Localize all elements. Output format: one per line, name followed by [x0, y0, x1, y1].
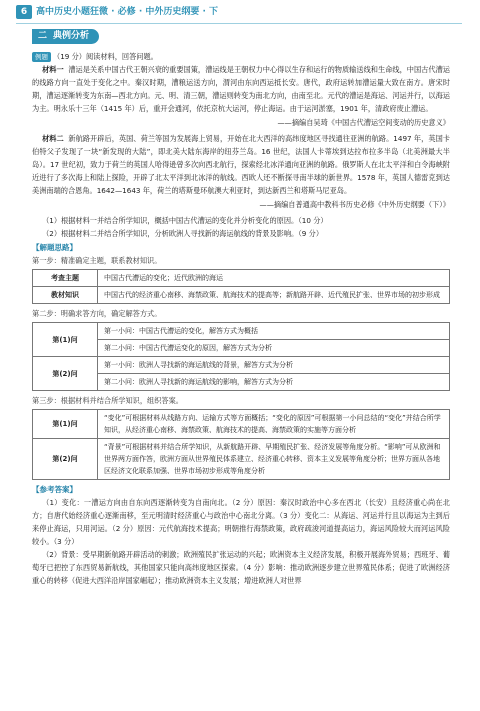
table-cell: “背景”可根据材料并结合所学知识，从新航路开辟、早期殖民扩张、经济发展等角度分析。“影响”可从欧洲和世界两方面作答，欧洲方面从世界殖民体系建立、经济重心转移、资本主义发展等角度分析；世界方面从各地区经济文化联系加强、世界市场初步形成等角度分析	[98, 439, 450, 480]
step-one: 第一步：精准确定主题，联系教材知识。	[32, 256, 162, 265]
step-one-table	[32, 269, 450, 304]
material-one	[32, 63, 450, 115]
table-head: 第(1)问	[33, 410, 98, 439]
table-cell: 中国古代漕运的变化；近代欧洲的海运	[98, 270, 450, 287]
step-two: 第二步：明确求答方向，确定解答方式。	[32, 309, 162, 318]
answer-label: 【参考答案】	[32, 485, 77, 494]
table-row	[33, 439, 450, 480]
table-cell: “变化”可根据材料从线路方向、运输方式等方面概括；“变化的原因”可根据第一小问总结的“变化”并结合所学知识，从经济重心南移、海禁政策、航海技术的提高、海禁政策的实施等方面分析	[98, 410, 450, 439]
step-three: 第三步：根据材料并结合所学知识，组织答案。	[32, 396, 183, 405]
answer-two: （2）背景：受早期新航路开辟活动的刺激；欧洲殖民扩张运动的兴起；欧洲资本主义经济发展，积极开展海外贸易；西班牙、葡萄牙已把控了东西贸易新航线，其他国家只能向高纬度地区探索。（4 分）影响：推动欧洲逐步建立世界殖民体系；促进了欧洲经济重心的转移（促进大西洋沿岸国家崛起）；推动欧洲资本主义发展；增进欧洲人对世界	[32, 550, 450, 585]
content	[32, 50, 450, 587]
material-two-text: 新航路开辟后，英国、荷兰等国为发展海上贸易，开始在北大西洋的高纬度地区寻找通往亚洲的航路。1497 年，英国卡伯特父子发现了一块“新发现的大陆”，即北美大陆东海岸的纽芬兰岛。16 世纪，法国人卡蒂埃到达拉布拉多半岛（北美洲最大半岛）。17 世纪初，致力于荷兰的英国人哈得逊曾多次向西北航行，探索经北冰洋通向亚洲的航路。俄罗斯人在北太平洋和白令海峡附近进行了多次海上和陆上探险，开辟了北太平洋到北冰洋的航线。西欧人还不断探寻南半球的新世界。1578 年，英国人德雷克到达美洲南端的合恩角。1642—1643 年，荷兰的塔斯曼环航澳大利亚时，到达新西兰和塔斯马尼亚岛。	[32, 134, 450, 195]
table-cell: 第二小问：欧洲人寻找新的海运航线的影响，解答方式为分析	[98, 374, 450, 391]
step-two-table	[32, 322, 450, 391]
table-row	[33, 410, 450, 439]
material-one-text: 漕运是关系中国古代王朝兴衰的重要国策，漕运线是王朝权力中心得以生存和运行的物质输送线和生命线，中国古代漕运的线路方向一直处于变化之中。秦汉时期，漕粮运送方向，渭河由东向西运抵长安。唐代，政府运转加漕运量大致在南方。唐宋时期，漕运逐渐转变为东南—西北方向。元、明、清三朝，漕运则转变为南北方向，由南至北。元代的漕运是海运、河运并行，以海运为主。明永乐十三年（1415 年）后，重开会通河，依托京杭大运河，停止海运。由于运河淤塞，1901 年，清政府废止漕运。	[32, 65, 450, 113]
question-two: （2）根据材料二并结合所学知识，分析欧洲人寻找新的海运航线的背景及影响。（9 分）	[42, 229, 324, 238]
question-intro	[32, 50, 450, 63]
intro-text: （19 分）阅读材料，回答问题。	[53, 52, 158, 61]
material-two	[32, 132, 450, 197]
table-cell: 第二小问：中国古代漕运变化的原因，解答方式为分析	[98, 340, 450, 357]
table-row	[33, 323, 450, 340]
example-tag: 例题	[32, 52, 51, 62]
table-cell: 中国古代的经济重心南移、海禁政策、航海技术的提高等；新航路开辟、近代殖民扩张、世界市场的初步形成	[98, 287, 450, 304]
table-head: 第(1)问	[33, 323, 98, 357]
question-one: （1）根据材料一并结合所学知识，概括中国古代漕运的变化并分析变化的原因。（10 分）	[42, 216, 328, 225]
material-one-source: ——摘编自吴琦《中国古代漕运空间变动的历史意义》	[277, 118, 450, 127]
book-title: 高中历史小题狂微 · 必修 · 中外历史纲要 · 下	[36, 7, 219, 17]
thinking-label: 【解题思路】	[32, 243, 77, 252]
table-cell: 第一小问：欧洲人寻找新的海运航线的背景，解答方式为分析	[98, 357, 450, 374]
material-two-label: 材料二	[42, 134, 64, 143]
table-row	[33, 357, 450, 374]
table-head: 第(2)问	[33, 357, 98, 391]
section-heading	[32, 29, 99, 44]
step-three-table	[32, 409, 450, 480]
answer-block	[32, 496, 450, 587]
section-title: 典例分析	[53, 31, 90, 41]
table-row	[33, 287, 450, 304]
table-head: 教材知识	[33, 287, 98, 304]
section-number: 二	[38, 31, 48, 41]
material-one-label: 材料一	[42, 65, 64, 74]
table-row	[33, 270, 450, 287]
header-divider	[16, 23, 462, 24]
page-number: 6	[16, 5, 32, 19]
page-header	[0, 0, 480, 26]
material-two-source: ——摘编自普通高中教科书历史必修《中外历史纲要（下）》	[259, 200, 450, 209]
table-cell: 第一小问：中国古代漕运的变化，解答方式为概括	[98, 323, 450, 340]
answer-one: （1）变化：一漕运方向由自东向西逐渐转变为自南向北。（2 分）原因：秦汉时政治中心多在西北（长安）且经济重心尚在北方；自唐代始经济重心逐渐南移，至元明清时经济重心与政治中心南北分离。（3 分）变化二：从海运、河运并行且以海运为主到后来停止海运，只用河运。（2 分）原因：元代航海技术提高；明朝推行海禁政策，政府疏浚河道提高运力，海运风险较大而河运风险较小。（3 分）	[32, 498, 450, 546]
table-head: 第(2)问	[33, 439, 98, 480]
table-head: 考查主题	[33, 270, 98, 287]
